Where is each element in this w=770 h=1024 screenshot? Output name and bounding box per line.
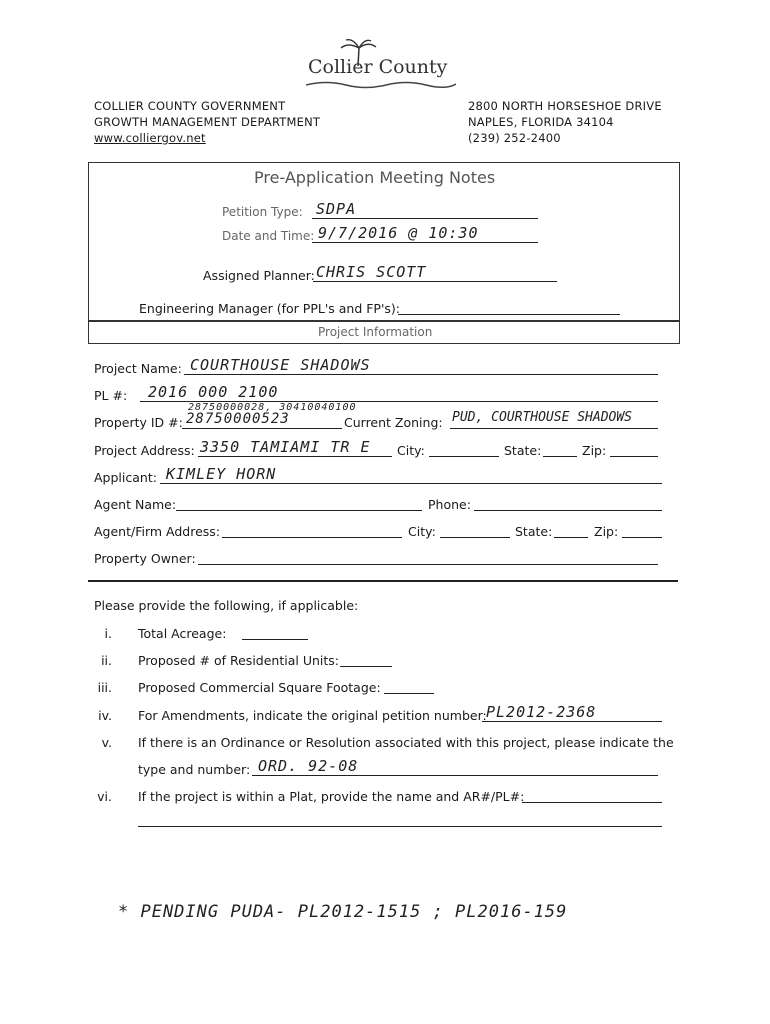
petition-type-line — [312, 218, 538, 219]
agent-zip-label: Zip: — [594, 524, 619, 539]
address-street: 2800 NORTH HORSESHOE DRIVE — [468, 99, 662, 113]
address-city: NAPLES, FLORIDA 34104 — [468, 115, 614, 129]
residential-units-label: Proposed # of Residential Units: — [138, 653, 339, 668]
plat-line-2 — [138, 826, 662, 827]
org-name: COLLIER COUNTY GOVERNMENT — [94, 99, 286, 113]
property-id-line — [182, 428, 342, 429]
project-info-title: Project Information — [318, 325, 433, 339]
org-block — [94, 98, 320, 146]
petition-type-label: Petition Type: — [222, 205, 303, 219]
total-acreage-line — [242, 639, 308, 640]
engineering-manager-line — [398, 314, 620, 315]
plat-label: If the project is within a Plat, provide the name and AR#/PL#: — [138, 789, 525, 804]
form-title: Pre-Application Meeting Notes — [254, 168, 496, 187]
property-owner-line — [198, 564, 658, 565]
item-num: ii. — [101, 653, 112, 668]
applicant-line — [160, 483, 662, 484]
residential-units-line — [340, 666, 392, 667]
agent-city-line — [440, 537, 510, 538]
plat-line — [522, 802, 662, 803]
agent-firm-line — [222, 537, 402, 538]
current-zoning-line — [450, 428, 658, 429]
petition-type-value[interactable]: SDPA — [316, 200, 357, 218]
property-id-label: Property ID #: — [94, 415, 183, 430]
wave-mark — [306, 80, 456, 90]
project-address-label: Project Address: — [94, 443, 195, 458]
org-website-link[interactable]: www.colliergov.net — [94, 131, 206, 145]
agent-zip-line — [622, 537, 662, 538]
applicable-intro: Please provide the following, if applicable: — [94, 598, 359, 613]
date-time-line — [312, 242, 538, 243]
pl-number-value[interactable]: 2016 000 2100 — [148, 383, 279, 401]
project-state-label: State: — [504, 443, 542, 458]
current-zoning-value[interactable]: PUD, COURTHOUSE SHADOWS — [452, 410, 633, 425]
current-zoning-label: Current Zoning: — [344, 415, 443, 430]
amendments-value[interactable]: PL2012-2368 — [486, 703, 597, 721]
commercial-sqft-line — [384, 693, 434, 694]
logo-text: Collier County — [308, 56, 448, 78]
engineering-manager-label: Engineering Manager (for PPL's and FP's): — [139, 301, 400, 316]
address-phone: (239) 252-2400 — [468, 131, 561, 145]
pl-number-label: PL #: — [94, 388, 128, 403]
ordinance-type-label: type and number: — [138, 762, 251, 777]
address-block — [468, 98, 662, 146]
property-id-extra: 28750000028, 30410040100 — [188, 402, 357, 413]
assigned-planner-line — [313, 281, 557, 282]
phone-line — [474, 510, 662, 511]
project-address-value[interactable]: 3350 TAMIAMI TR E — [200, 438, 371, 456]
pending-note: * PENDING PUDA- PL2012-1515 ; PL2016-159 — [118, 902, 568, 922]
item-num: iii. — [97, 680, 112, 695]
agent-city-label: City: — [408, 524, 436, 539]
item-num: iv. — [98, 708, 112, 723]
agent-state-label: State: — [515, 524, 553, 539]
project-address-line — [198, 456, 392, 457]
project-city-line — [429, 456, 499, 457]
org-department: GROWTH MANAGEMENT DEPARTMENT — [94, 115, 321, 129]
agent-name-label: Agent Name: — [94, 497, 177, 512]
project-city-label: City: — [397, 443, 425, 458]
property-id-value[interactable]: 28750000523 — [186, 411, 290, 427]
ordinance-label: If there is an Ordinance or Resolution associated with this project, please indicate the — [138, 735, 674, 750]
item-num: i. — [104, 626, 112, 641]
property-owner-label: Property Owner: — [94, 551, 196, 566]
ordinance-line — [252, 775, 658, 776]
applicant-label: Applicant: — [94, 470, 157, 485]
item-num: vi. — [97, 789, 112, 804]
date-time-value[interactable]: 9/7/2016 @ 10:30 — [318, 224, 479, 242]
project-zip-label: Zip: — [582, 443, 607, 458]
assigned-planner-value[interactable]: CHRIS SCOTT — [316, 263, 427, 281]
date-time-label: Date and Time: — [222, 229, 315, 243]
phone-label: Phone: — [428, 497, 471, 512]
item-num: v. — [101, 735, 112, 750]
section-divider — [88, 580, 678, 582]
total-acreage-label: Total Acreage: — [138, 626, 227, 641]
ordinance-value[interactable]: ORD. 92-08 — [258, 757, 359, 775]
project-name-line — [184, 374, 658, 375]
project-name-label: Project Name: — [94, 361, 182, 376]
project-state-line — [543, 456, 577, 457]
project-name-value[interactable]: COURTHOUSE SHADOWS — [190, 356, 371, 374]
agent-state-line — [554, 537, 588, 538]
agent-name-line — [176, 510, 422, 511]
amendments-line — [482, 721, 662, 722]
project-zip-line — [610, 456, 658, 457]
county-logo — [300, 38, 470, 90]
commercial-sqft-label: Proposed Commercial Square Footage: — [138, 680, 381, 695]
amendments-label: For Amendments, indicate the original petition number: — [138, 708, 487, 723]
applicant-value[interactable]: KIMLEY HORN — [166, 465, 277, 483]
agent-firm-label: Agent/Firm Address: — [94, 524, 221, 539]
assigned-planner-label: Assigned Planner: — [203, 268, 315, 283]
